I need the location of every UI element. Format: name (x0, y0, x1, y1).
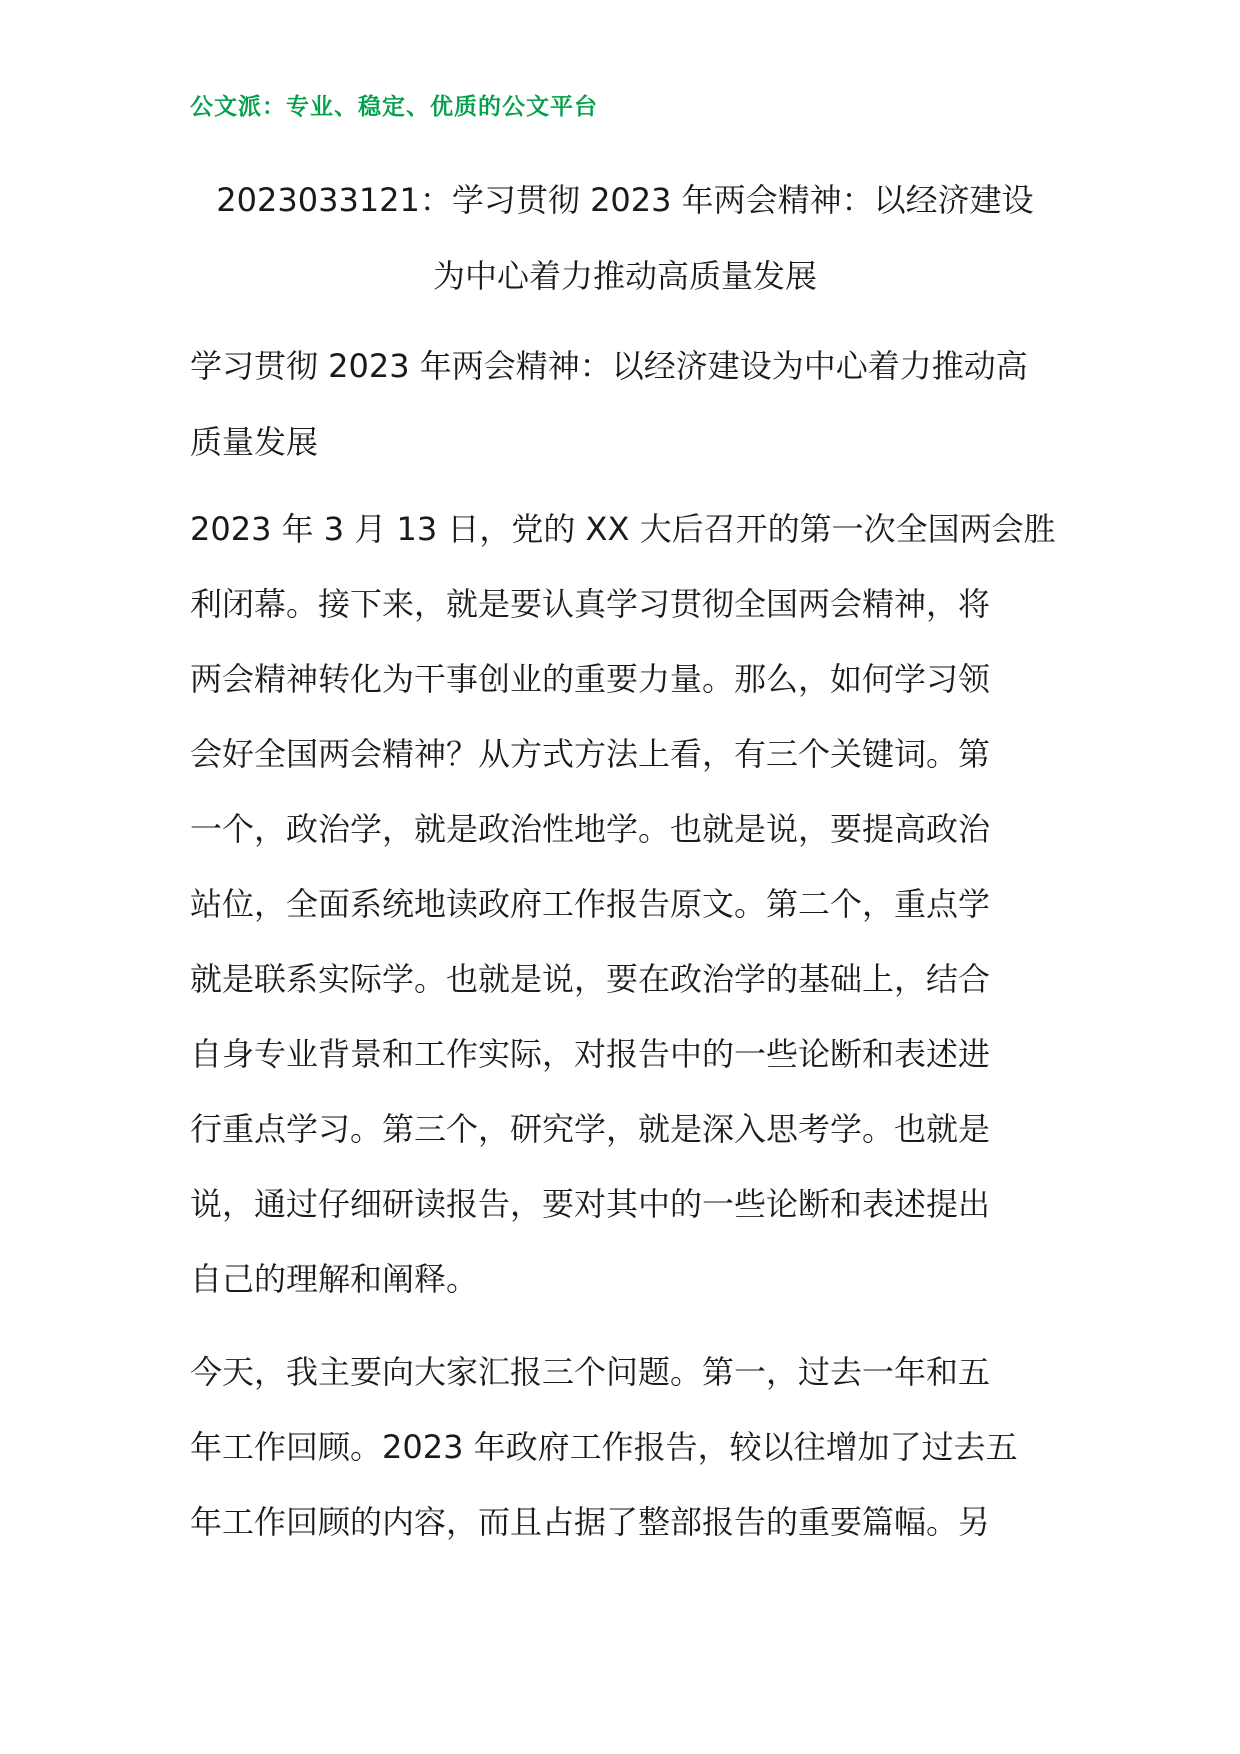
paragraph-line: 年工作回顾。2023 年政府工作报告，较以往增加了过去五 (190, 1428, 1018, 1466)
paragraph-line: 两会精神转化为干事创业的重要力量。那么，如何学习领 (190, 660, 991, 698)
title-line: 2023033121：学习贯彻 2023 年两会精神：以经济建设 (216, 181, 1034, 219)
paragraph-line: 自身专业背景和工作实际，对报告中的一些论断和表述进 (190, 1035, 991, 1073)
subtitle-line: 学习贯彻 2023 年两会精神：以经济建设为中心着力推动高 (190, 347, 1028, 385)
paragraph-line: 会好全国两会精神？从方式方法上看，有三个关键词。第 (190, 735, 991, 773)
paragraph-line: 利闭幕。接下来，就是要认真学习贯彻全国两会精神，将 (190, 585, 991, 623)
title-line: 为中心着力推动高质量发展 (432, 257, 817, 295)
paragraph-line: 站位，全面系统地读政府工作报告原文。第二个，重点学 (190, 885, 991, 923)
document-subtitle (190, 328, 1060, 480)
paragraph-line: 年工作回顾的内容，而且占据了整部报告的重要篇幅。另 (190, 1503, 991, 1541)
paragraph-line: 行重点学习。第三个，研究学，就是深入思考学。也就是 (190, 1110, 991, 1148)
paragraph-line: 今天，我主要向大家汇报三个问题。第一，过去一年和五 (190, 1353, 991, 1391)
site-header-line: 公文派：专业、稳定、优质的公文平台 (190, 94, 598, 120)
paragraph-line: 就是联系实际学。也就是说，要在政治学的基础上，结合 (190, 960, 991, 998)
body-paragraph-1 (190, 492, 1060, 1317)
paragraph-line: 一个，政治学，就是政治性地学。也就是说，要提高政治 (190, 810, 991, 848)
document-title (190, 162, 1060, 314)
subtitle-line: 质量发展 (190, 423, 319, 461)
body-paragraph-2 (190, 1335, 1060, 1560)
paragraph-line: 2023 年 3 月 13 日，党的 XX 大后召开的第一次全国两会胜 (190, 510, 1056, 548)
paragraph-line: 自己的理解和阐释。 (190, 1260, 479, 1298)
paragraph-line: 说，通过仔细研读报告，要对其中的一些论断和表述提出 (190, 1185, 991, 1223)
